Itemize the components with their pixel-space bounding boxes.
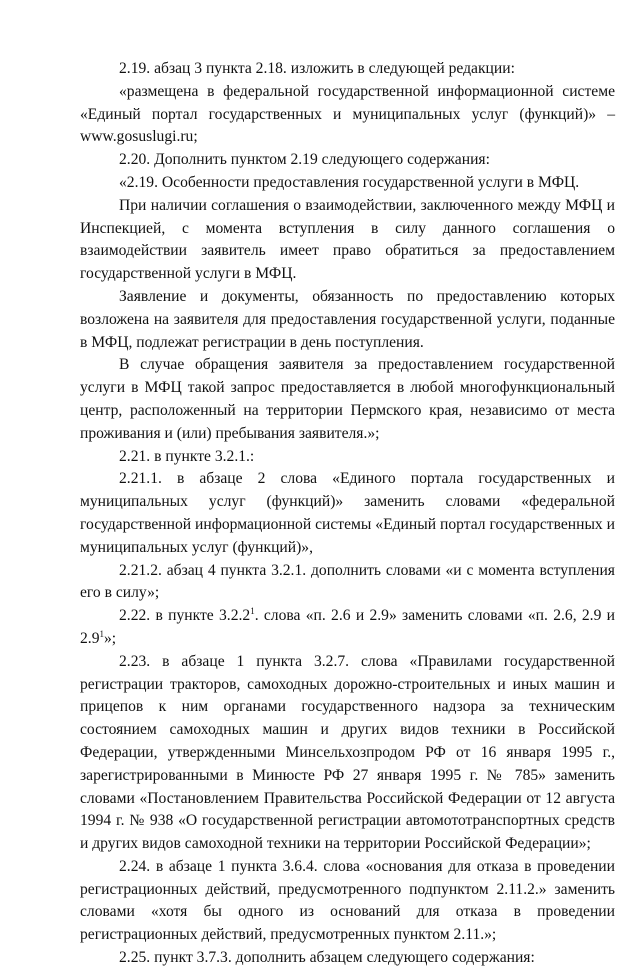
paragraph-2-23: 2.23. в абзаце 1 пункта 3.2.7. слова «Правилами государственной регистрации тракторов, самоходных дорожно-строительных и иных машин и прицепов к ним органами государственного надзора за техническим состоянием самоходных машин и других видов техники в Российской Федерации, утвержденными Минсельхозпродом РФ от 16 января 1995 г., зарегистрированными в Минюсте РФ 27 января 1995 г. № 785» заменить словами «Постановлением Правительства Российской Федерации от 12 августа 1994 г. № 938 «О государственной регистрации автомототранспортных средств и других видов самоходной техники на территории Российской Федерации»; bbox=[80, 652, 615, 853]
document-page bbox=[80, 58, 615, 970]
paragraph-2-22-part-c: »; bbox=[104, 629, 117, 647]
paragraph-registration: Заявление и документы, обязанность по предоставлению которых возложена на заявителя для предоставления государственной услуги, поданные в МФЦ, подлежат регистрации в день поступления. bbox=[80, 287, 615, 351]
paragraph-any-mfc: В случае обращения заявителя за предоставлением государственной услуги в МФЦ такой запрос предоставляется в любой многофункциональный центр, расположенный на территории Пермского края, независимо от места проживания и (или) пребывания заявителя.»; bbox=[80, 356, 615, 442]
paragraph-2-24: 2.24. в абзаце 1 пункта 3.6.4. слова «основания для отказа в проведении регистрационных действий, предусмотренного подпунктом 2.11.2.» заменить словами «хотя бы одного из оснований для отказа в проведении регистрационных действий, предусмотренных пунктом 2.11.»; bbox=[80, 857, 615, 944]
paragraph-2-19: 2.19. абзац 3 пункта 2.18. изложить в следующей редакции: bbox=[119, 60, 515, 77]
paragraph-2-22 bbox=[80, 605, 615, 651]
paragraph-gosuslugi: «размещена в федеральной государственной информационной системе «Единый портал государственных и муниципальных услуг (функций)» – www.gosuslugi.ru; bbox=[80, 82, 615, 146]
paragraph-2-21-2: 2.21.2. абзац 4 пункта 3.2.1. дополнить словами «и с момента вступления его в силу»; bbox=[80, 561, 615, 602]
paragraph-2-25: 2.25. пункт 3.7.3. дополнить абзацем следующего содержания: bbox=[119, 949, 535, 967]
superscript-one: 1 bbox=[250, 605, 255, 616]
paragraph-2-22-part-b: . слова «п. 2.6 и 2.9» заменить словами «п. 2.6, 2.9 и 2.9 bbox=[80, 607, 615, 647]
paragraph-mfc-heading: «2.19. Особенности предоставления государственной услуги в МФЦ. bbox=[119, 173, 580, 191]
paragraph-2-21-1: 2.21.1. в абзаце 2 слова «Единого портала государственных и муниципальных услуг (функций)» заменить словами «федеральной государственной информационной системы «Единый портал государственных и муниципальных услуг (функций)», bbox=[80, 470, 615, 556]
paragraph-agreement: При наличии соглашения о взаимодействии, заключенного между МФЦ и Инспекцией, с момента вступления в силу данного соглашения о взаимодействии заявитель имеет право обратиться за предоставлением государственной услуги в МФЦ. bbox=[80, 196, 615, 283]
paragraph-2-22-part-a: 2.22. в пункте 3.2.2 bbox=[119, 607, 251, 625]
paragraph-2-21: 2.21. в пункте 3.2.1.: bbox=[119, 447, 255, 465]
superscript-one: 1 bbox=[99, 628, 104, 639]
paragraph-2-20: 2.20. Дополнить пунктом 2.19 следующего содержания: bbox=[119, 151, 490, 169]
